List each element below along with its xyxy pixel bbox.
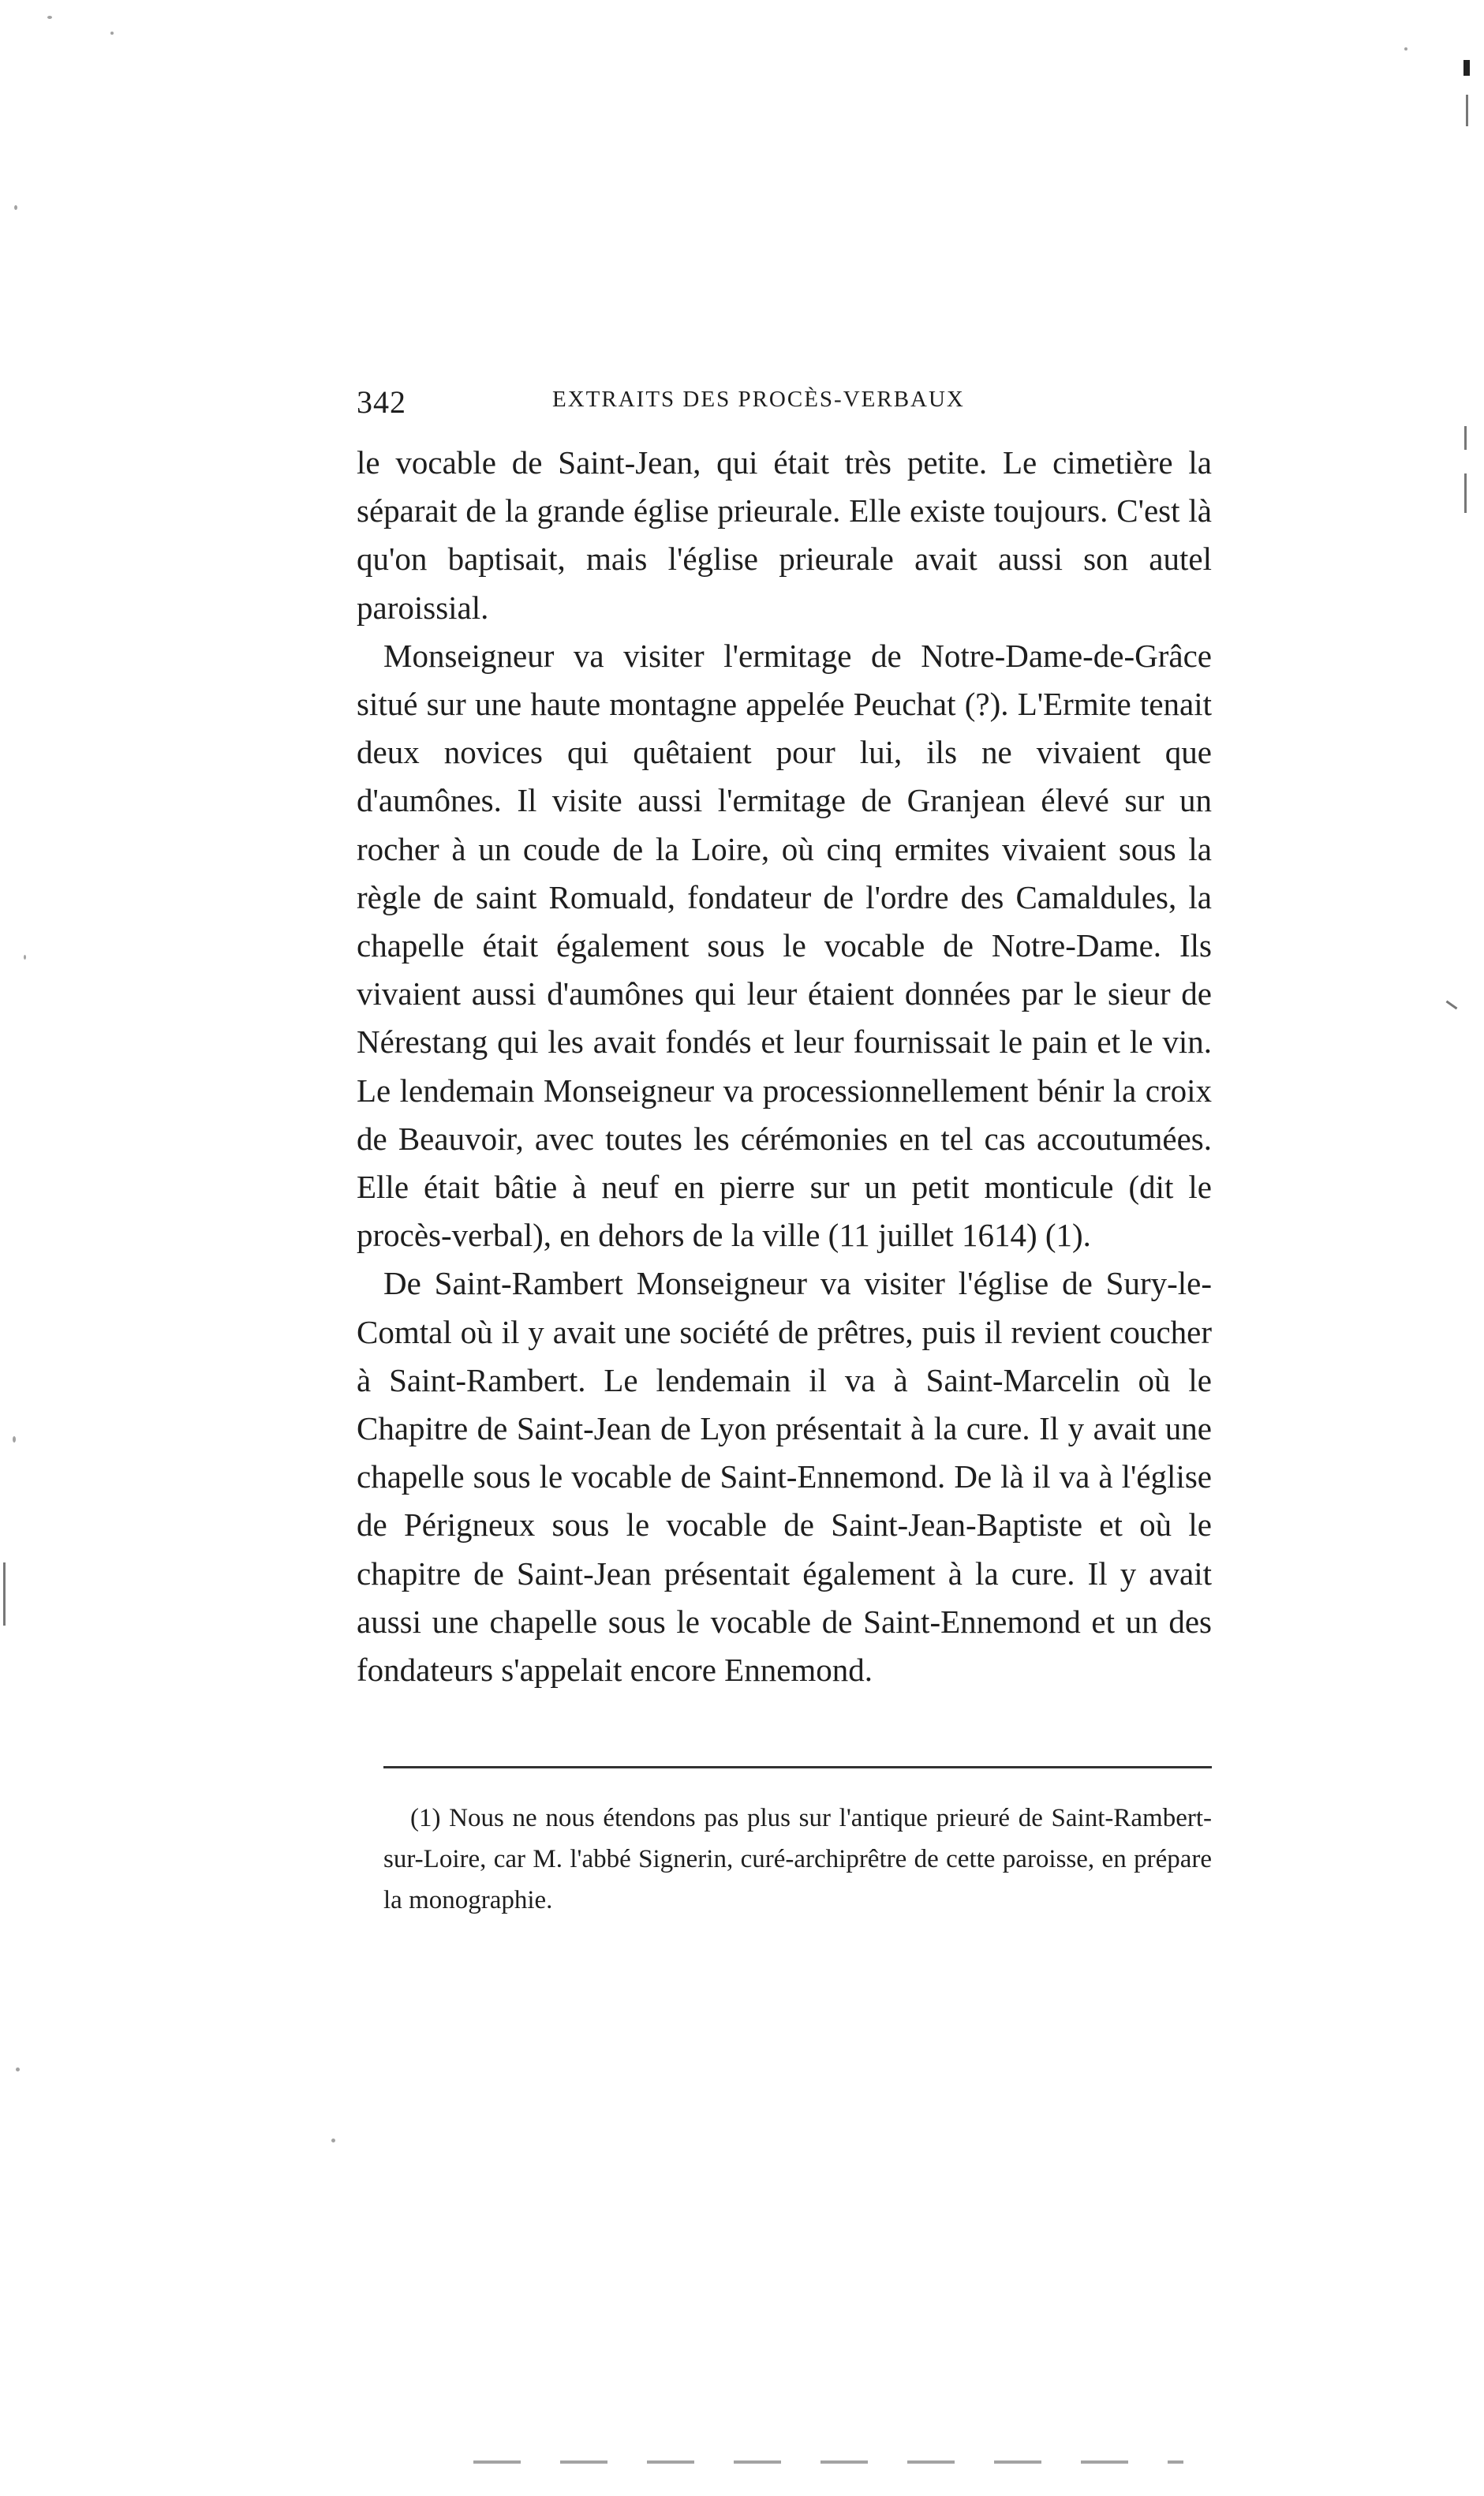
body-text <box>357 439 1212 1694</box>
scan-speck <box>16 2068 20 2071</box>
footnote: (1) Nous ne nous étendons pas plus sur l'antique prieuré de Saint-Rambert-sur-Loire, car M. l'abbé Signerin, curé-archiprêtre de cette paroisse, en prépare la monographie. <box>383 1804 1212 1914</box>
footnote-rule <box>383 1766 1212 1768</box>
page-number: 342 <box>357 384 406 420</box>
edge-mark <box>1464 426 1467 450</box>
scan-speck <box>13 1436 16 1443</box>
scan-speck <box>110 32 114 35</box>
paragraph: Monseigneur va visiter l'ermitage de Notre-Dame-de-Grâce situé sur une haute montagne appelée Peuchat (?). L'Ermite tenait deux novices qui quêtaient pour lui, ils ne vivaient que d'aumônes. Il visite aussi l'ermitage de Granjean élevé sur un rocher à un coude de la Loire, où cinq ermites vivaient sous la règle de saint Romuald, fondateur de l'ordre des Camaldules, la chapelle était également sous le vocable de Notre-Dame. Ils vivaient aussi d'aumônes qui leur étaient données par le sieur de Nérestang qui les avait fondés et leur fournissait le pain et le vin. Le lendemain Monseigneur va processionnellement bénir la croix de Beauvoir, avec toutes les cérémonies en tel cas accoutumées. Elle était bâtie à neuf en pierre sur un petit monticule (dit le procès-verbal), en dehors de la ville (11 juillet 1614) (1). <box>357 637 1212 1254</box>
scan-speck <box>331 2139 335 2142</box>
paragraph: le vocable de Saint-Jean, qui était très petite. Le cimetière la séparait de la grande église prieurale. Elle existe toujours. C'est là qu'on baptisait, mais l'église prieurale avait aussi son autel paroissial. <box>357 444 1212 626</box>
scan-speck <box>24 955 26 960</box>
running-title: EXTRAITS DES PROCÈS-VERBAUX <box>552 387 965 412</box>
scan-speck <box>47 16 52 19</box>
edge-mark <box>1464 473 1467 513</box>
edge-mark <box>3 1562 6 1626</box>
paragraph: De Saint-Rambert Monseigneur va visiter l'église de Sury-le-Comtal où il y avait une société de prêtres, puis il revient coucher à Saint-Rambert. Le lendemain il va à Saint-Marcelin où le Chapitre de Saint-Jean de Lyon présentait à la cure. Il y avait une chapelle sous le vocable de Saint-Ennemond. De là il va à l'église de Périgneux sous le vocable de Saint-Jean-Baptiste et où le chapitre de Saint-Jean présentait également à la cure. Il y avait aussi une chapelle sous le vocable de Saint-Ennemond et un des fondateurs s'appelait encore Ennemond. <box>357 1265 1212 1689</box>
bottom-edge-artifact <box>473 2460 1183 2464</box>
edge-mark <box>1446 1001 1458 1010</box>
edge-mark <box>1466 95 1468 126</box>
scan-speck <box>1404 47 1407 51</box>
edge-mark <box>1463 60 1470 76</box>
running-head <box>357 379 1224 426</box>
scan-speck <box>14 205 17 210</box>
